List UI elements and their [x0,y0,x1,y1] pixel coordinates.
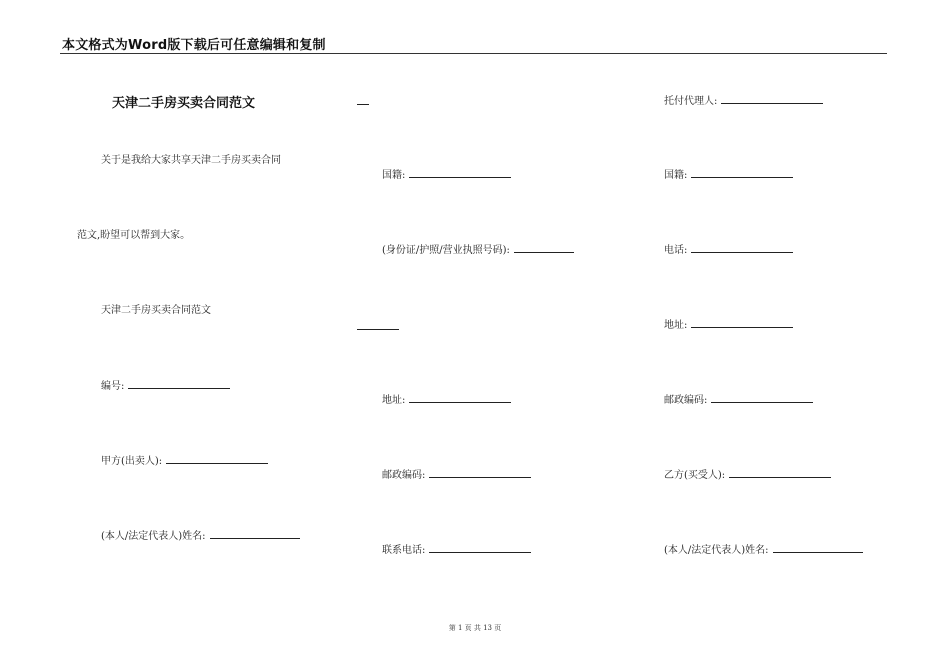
agent-address-blank [691,317,793,328]
party-a-id-label: (身份证/护照/营业执照号码): [382,245,510,256]
agent-phone-label: 电话: [664,245,688,256]
party-a-nationality-blank [409,167,511,178]
agent-label: 托付代理人: [664,96,718,107]
agent-blank [721,93,823,104]
header-divider [60,53,887,54]
party-a-nationality-field [382,167,511,183]
party-a-rep-field [101,528,300,544]
agent-postcode-blank [711,392,813,403]
party-a-label: 甲方(出卖人): [101,456,163,467]
page-footer: 第 1 页 共 13 页 [448,624,502,632]
contract-number-blank [128,378,230,389]
party-b-blank [729,467,831,478]
party-a-phone-blank [429,542,531,553]
contract-number-label: 编号: [101,381,125,392]
agent-address-label: 地址: [664,320,688,331]
agent-nationality-field [664,167,793,183]
agent-phone-blank [691,242,793,253]
agent-nationality-label: 国籍: [664,170,688,181]
document-title: 天津二手房买卖合同范文 [112,96,256,111]
party-a-field [101,453,268,469]
agent-address-field [664,317,793,333]
party-a-address-blank [409,392,511,403]
party-a-nationality-label: 国籍: [382,170,406,181]
party-a-rep-blank [210,528,300,539]
party-a-id-blank [514,242,574,253]
party-b-rep-field [664,542,863,558]
party-a-id-field [382,242,574,258]
header-title: 本文格式为Word版下载后可任意编辑和复制 [62,38,326,53]
agent-phone-field [664,242,793,258]
continuation-blank-top [357,104,369,105]
party-a-postcode-blank [429,467,531,478]
party-a-blank [166,453,268,464]
party-a-postcode-label: 邮政编码: [382,470,426,481]
intro-text-line-1: 关于是我给大家共享天津二手房买卖合同 [101,155,281,166]
party-a-phone-field [382,542,531,558]
agent-postcode-field [664,392,813,408]
agent-field [664,93,823,109]
party-a-id-blank-continued [357,329,399,330]
party-a-postcode-field [382,467,531,483]
agent-postcode-label: 邮政编码: [664,395,708,406]
party-b-label: 乙方(买受人): [664,470,726,481]
contract-subtitle: 天津二手房买卖合同范文 [101,305,211,316]
party-b-field [664,467,831,483]
party-a-address-field [382,392,511,408]
party-a-rep-label: (本人/法定代表人)姓名: [101,531,206,542]
intro-text-line-2: 范文,盼望可以帮到大家。 [77,230,191,241]
party-b-rep-blank [773,542,863,553]
contract-number-field [101,378,230,394]
party-a-phone-label: 联系电话: [382,545,426,556]
agent-nationality-blank [691,167,793,178]
party-a-address-label: 地址: [382,395,406,406]
party-b-rep-label: (本人/法定代表人)姓名: [664,545,769,556]
